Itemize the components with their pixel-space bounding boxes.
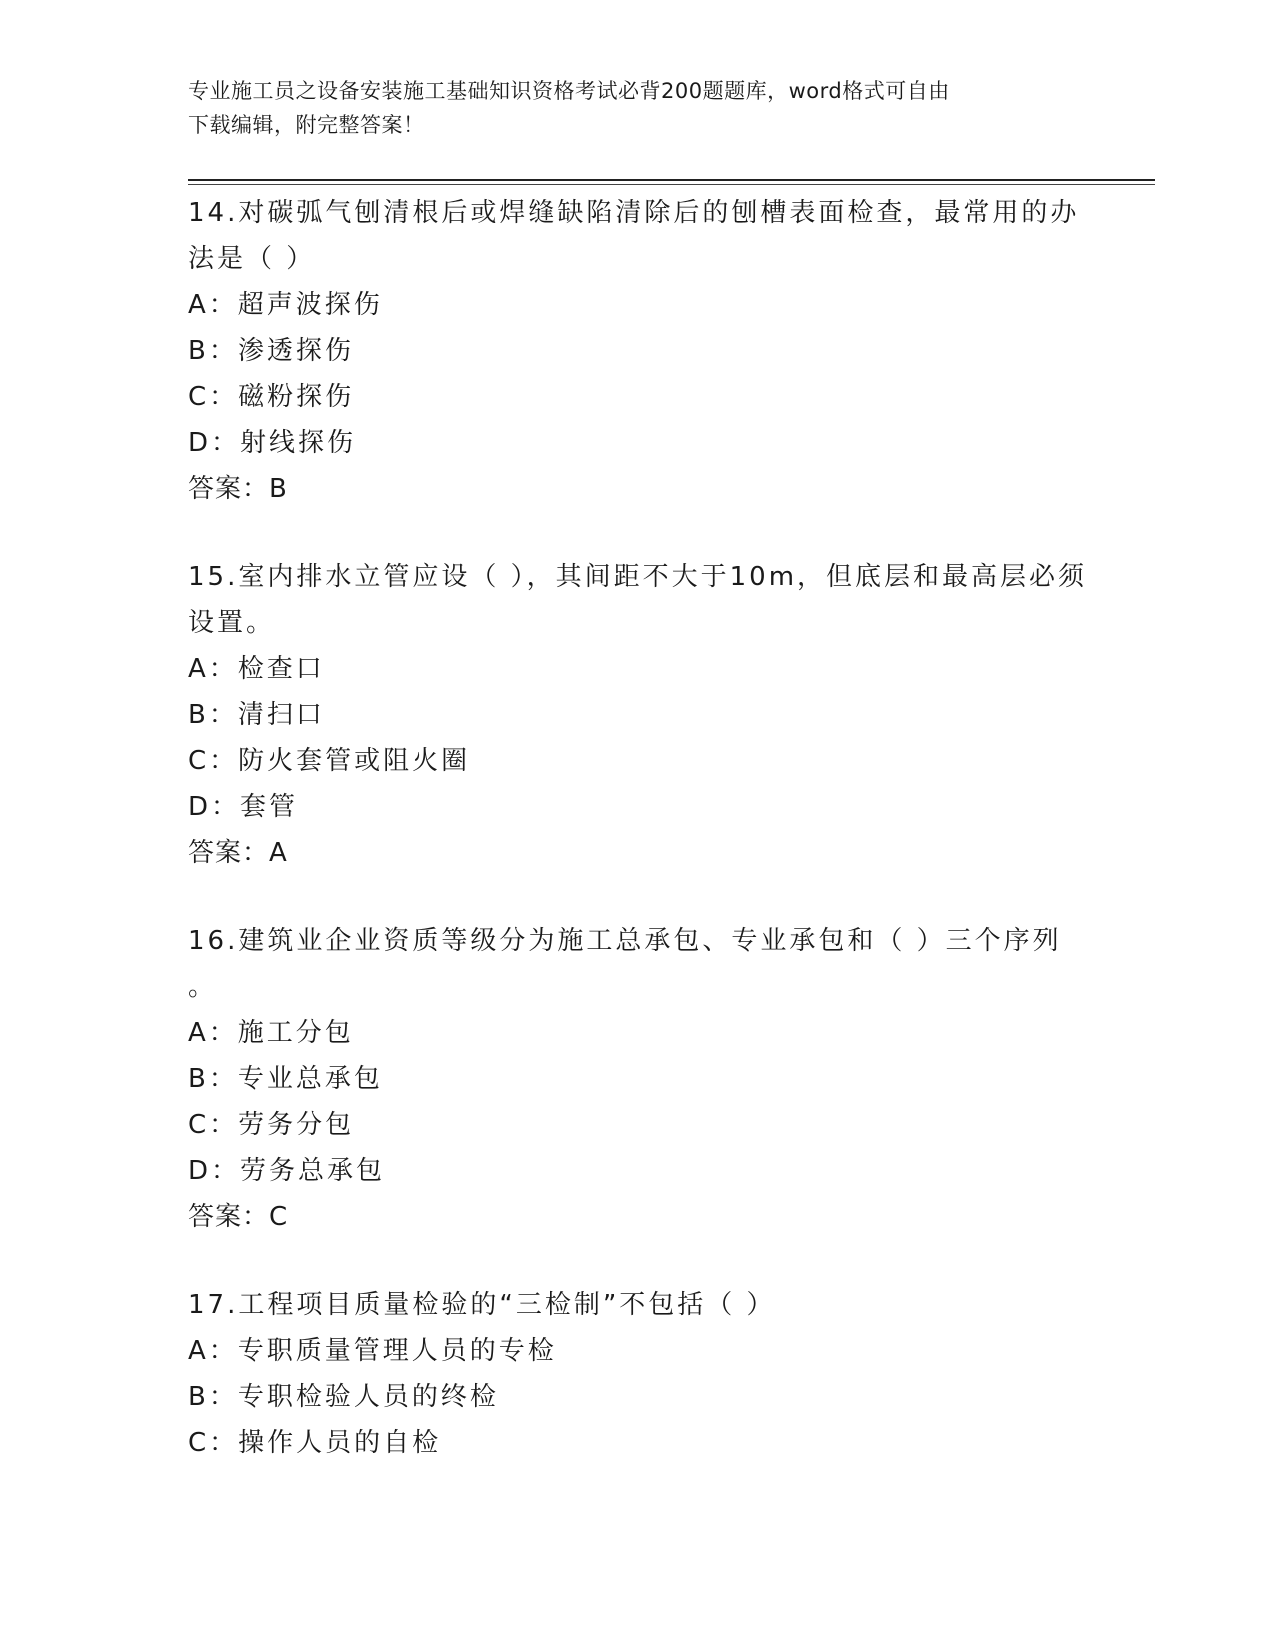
header-line-2: 下载编辑，附完整答案！ — [188, 113, 425, 137]
option-d: D：劳务总承包 — [188, 1156, 386, 1186]
question-17 — [188, 1282, 1088, 1466]
question-stem-line: 17.工程项目质量检验的“三检制”不包括（ ） — [188, 1290, 776, 1320]
option-d: D：套管 — [188, 792, 299, 822]
option-c: C：防火套管或阻火圈 — [188, 746, 471, 776]
question-stem-line: 设置。 — [188, 608, 276, 638]
question-14 — [188, 190, 1088, 512]
header-divider-thin — [188, 184, 1155, 185]
option-c: C：操作人员的自检 — [188, 1428, 442, 1458]
question-stem-line: 。 — [188, 972, 218, 1002]
option-b: B：专业总承包 — [188, 1064, 383, 1094]
option-a: A：超声波探伤 — [188, 290, 383, 320]
document-header — [188, 74, 1088, 142]
question-stem-line: 16.建筑业企业资质等级分为施工总承包、专业承包和（ ）三个序列 — [188, 926, 1062, 956]
question-stem-line: 14.对碳弧气刨清根后或焊缝缺陷清除后的刨槽表面检查，最常用的办 — [188, 198, 1080, 228]
option-b: B：清扫口 — [188, 700, 325, 730]
option-a: A：施工分包 — [188, 1018, 354, 1048]
option-b: B：专职检验人员的终检 — [188, 1382, 499, 1412]
header-divider-thick — [188, 179, 1155, 181]
question-stem-line: 15.室内排水立管应设（ ），其间距不大于10m，但底层和最高层必须 — [188, 562, 1088, 592]
question-list — [188, 190, 1088, 1508]
question-stem-line: 法是（ ） — [188, 244, 316, 274]
answer-line: 答案：A — [188, 838, 288, 868]
answer-line: 答案：B — [188, 474, 288, 504]
option-b: B：渗透探伤 — [188, 336, 354, 366]
question-16 — [188, 918, 1088, 1240]
option-d: D：射线探伤 — [188, 428, 357, 458]
header-line-1: 专业施工员之设备安装施工基础知识资格考试必背200题题库，word格式可自由 — [188, 79, 950, 103]
option-a: A：检查口 — [188, 654, 325, 684]
question-15 — [188, 554, 1088, 876]
answer-line: 答案：C — [188, 1202, 289, 1232]
option-c: C：磁粉探伤 — [188, 382, 355, 412]
option-c: C：劳务分包 — [188, 1110, 355, 1140]
option-a: A：专职质量管理人员的专检 — [188, 1336, 557, 1366]
